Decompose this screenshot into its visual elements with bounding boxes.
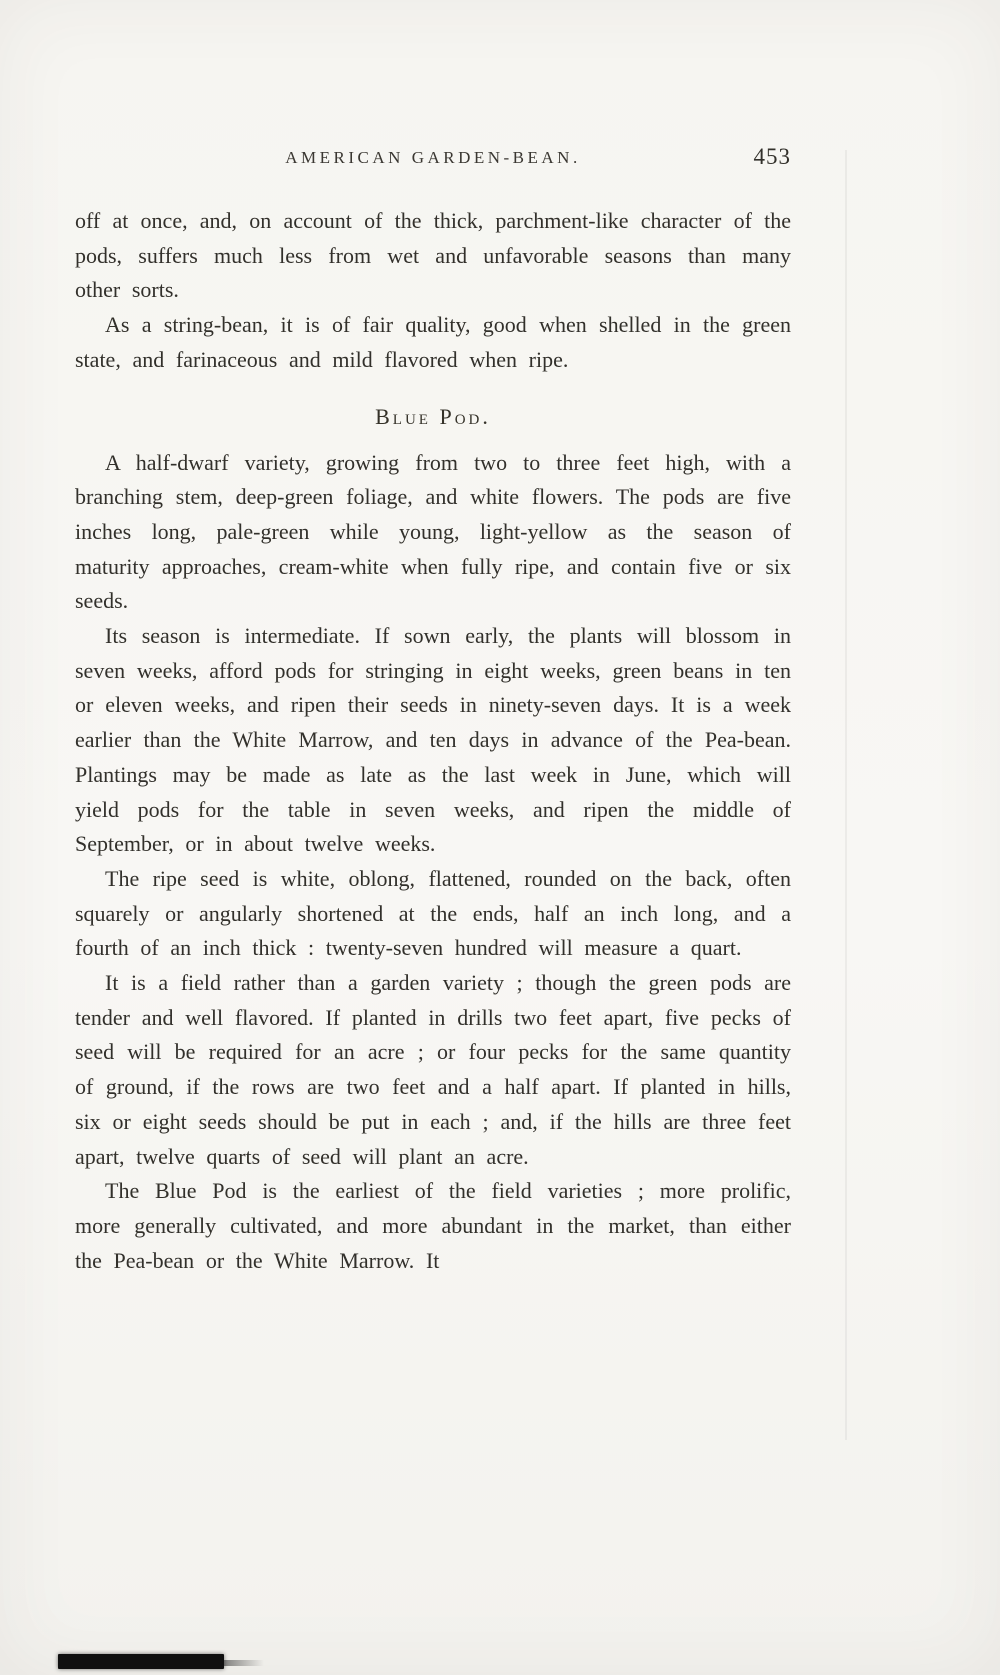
paragraph: As a string-bean, it is of fair quality, good when shelled in the green state, and farinaceous and mild flavored when ripe. — [75, 312, 791, 372]
paragraph: Its season is intermediate. If sown early, the plants will blossom in seven weeks, afford pods for stringing in eight weeks, green beans in ten or eleven weeks, and ripen their seeds in ninety-seven days. It is a week earlier than the White Marrow, and ten days in advance of the Pea-bean. Plantings may be made as late as the last week in June, which will yield pods for the table in seven weeks, and ripen the middle of September, or in about twelve weeks. — [75, 623, 791, 857]
paragraph: A half-dwarf variety, growing from two to three feet high, with a branching stem, deep-green foliage, and white flowers. The pods are five inches long, pale-green while young, light-yellow as the season of maturity approaches, cream-white when fully ripe, and contain five or six seeds. — [75, 449, 791, 614]
running-header — [75, 140, 791, 170]
page-number: 453 — [753, 144, 791, 169]
paragraph: The Blue Pod is the earliest of the field varieties ; more prolific, more generally cultivated, and more abundant in the market, than either the Pea-bean or the White Marrow. It — [75, 1178, 791, 1273]
scan-artifact-bottom-bar — [58, 1654, 224, 1669]
paragraph-continuation: off at once, and, on account of the thick, parchment-like character of the pods, suffers much less from wet and unfavorable seasons than many other sorts. — [75, 208, 791, 303]
paragraph: The ripe seed is white, oblong, flattened, rounded on the back, often squarely or angularly shortened at the ends, half an inch long, and a fourth of an inch thick : twenty-seven hundred will measure a quart. — [75, 865, 791, 961]
scan-gutter-shadow — [845, 150, 847, 1440]
running-title: AMERICAN GARDEN-BEAN. — [285, 148, 581, 167]
text-column — [75, 140, 791, 1278]
section-heading-blue-pod: Blue Pod. — [375, 403, 491, 429]
scan-artifact-bottom-fade — [224, 1660, 264, 1666]
paragraph: It is a field rather than a garden variety ; though the green pods are tender and well flavored. If planted in drills two feet apart, five pecks of seed will be required for an acre ; or four pecks for the same quantity of ground, if the rows are two feet and a half apart. If planted in hills, six or eight seeds should be put in each ; and, if the hills are three feet apart, twelve quarts of seed will plant an acre. — [75, 970, 791, 1169]
